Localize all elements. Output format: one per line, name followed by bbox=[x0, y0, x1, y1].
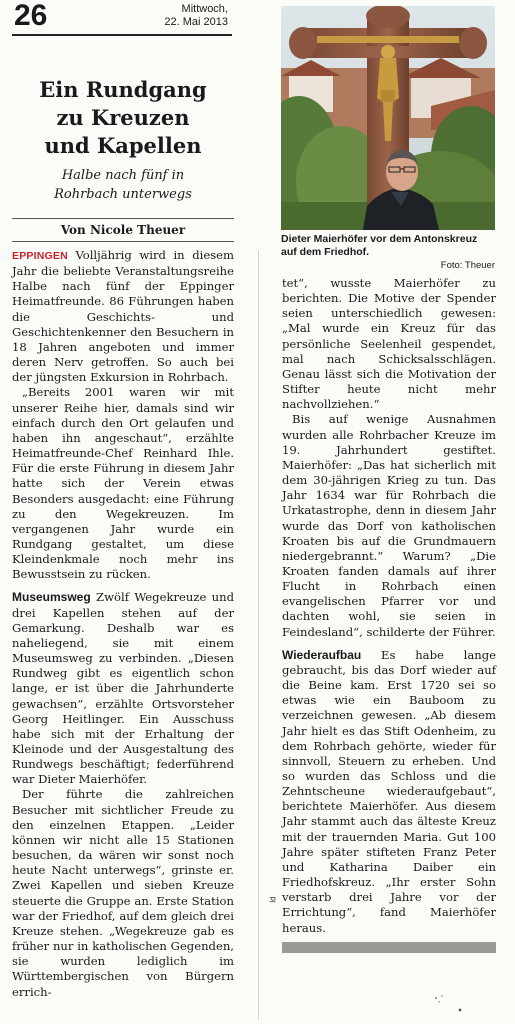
paragraph-2: „Bereits 2001 waren wir mit unserer Reihe hier, damals sind wir einfach durch den Ort gelaufen und haben ihn angeschaut“, erzählte Heimatfreunde-Chef Reinhard Ihle. Für die erste Führung in diesem Jahr hatte sich der Verein etwas Besonders ausgedacht: eine Führung zu den Wegekreuzen. Im vergangenen Jahr wurde ein Rundgang gestaltet, um diese Kleindenkmale noch mehr ins Bewusstsein zu rücken. bbox=[12, 385, 234, 582]
paragraph-1 bbox=[12, 248, 234, 385]
paragraph-7 bbox=[282, 648, 496, 936]
paragraph-7-text: Es habe lange gebraucht, bis das Dorf wieder auf die Beine kam. Erst 1720 sei so etwas wie ein Bauboom zu verzeichnen gewesen. „Ab diesem Jahr hielt es das Stift Odenheim, zu dem Rohrbach gehörte, wieder für sinnvoll, Steuern zu erheben. Und so wurden das Schloss und die Zehntscheune wiederaufgebaut“, berichtete Maierhöfer. Aus diesem Jahr stammt auch das älteste Kreuz mit der trauernden Maria. Gut 100 Jahre später stifteten Franz Peter und Katharina Daiber ein Friedhofskreuz. „Ihr erster Sohn verstarb drei Jahre vor der Errichtung“, fand Maierhöfer heraus. bbox=[282, 647, 496, 935]
photo-cross-man bbox=[281, 6, 495, 230]
issue-date-weekday: Mittwoch, bbox=[181, 3, 228, 15]
crosshead-museumsweg: Museumsweg bbox=[12, 590, 91, 605]
subhead-line-2: Rohrbach unterwegs bbox=[54, 187, 192, 202]
article-column-1 bbox=[12, 248, 234, 1000]
paragraph-3-text: Zwölf Wegekreuze und drei Kapellen stehen auf der Gemarkung. Deshalb war es naheliegend, sie mit einem Museumsweg zu verbinden. „Diesen Rundweg gibt es eigentlich schon lange, er ist über die Jahrhunderte gewachsen“, erzählte Ortsvorsteher Georg Heitlinger. Ein Ausschuss habe sich mit der Erhaltung der Kleinode und der Ausgestaltung des Rundwegs beschäftigt; federführend war Dieter Maierhöfer. bbox=[12, 590, 234, 787]
crosshead-wiederaufbau: Wiederaufbau bbox=[282, 647, 362, 662]
byline: Von Nicole Theuer bbox=[60, 223, 186, 237]
paragraph-4: Der führte die zahlreichen Besucher mit sichtlicher Freude zu den einzelnen Etappen. „Leider können wir nicht alle 15 Stationen besuchen, da wären wir sonst noch heute Nacht unterwegs“, grinste er. Zwei Kapellen und sieben Kreuze steuerte die Gruppe an. Erste Station war der Friedhof, auf dem gleich drei Kreuze stehen. „Wegekreuze gab es früher nur in katholischen Gegenden, sie wurden lediglich im Württembergischen von Bürgern errich- bbox=[12, 787, 234, 999]
margin-mark: ld bbox=[268, 896, 278, 903]
paragraph-6: Bis auf wenige Ausnahmen wurden alle Rohrbacher Kreuze im 19. Jahrhundert gestiftet. Maierhöfer: „Das hat sicherlich mit dem 30-jährigen Krieg zu tun. Das Jahr 1634 war für Rohrbach die Urkatastrophe, denn in diesem Jahr wurde das Dorf von katholischen Kroaten bis auf die Grundmauern niedergebrannt.“ Warum? „Die Kroaten fanden damals auf ihrer Flucht in Rohrbach einen evangelischen Pfarrer vor und dachten wohl, sie seien in Feindesland“, schilderte der Führer. bbox=[282, 412, 496, 639]
header-rule bbox=[12, 34, 232, 36]
byline-rule-bottom bbox=[12, 241, 234, 242]
column-footer-bar bbox=[282, 942, 496, 953]
article-subhead bbox=[12, 166, 234, 204]
paragraph-5: tet“, wusste Maierhöfer zu berichten. Die Motive der Spender seien unterschiedlich gewesen: „Mal wurde ein Kreuz für das persönliche Seelenheil gespendet, mal nach Schicksalsschlägen. Genau lässt sich die Motivation der Stifter heute nicht mehr nachvollziehen.“ bbox=[282, 276, 496, 412]
issue-date-day: 22. Mai 2013 bbox=[164, 16, 228, 28]
issue-date bbox=[150, 3, 228, 29]
paragraph-3 bbox=[12, 590, 234, 787]
scan-speck-marks bbox=[430, 992, 470, 1018]
paragraph-1-text: Volljährig wird in diesem Jahr die beliebte Veranstaltungsreihe Halbe nach fünf der Eppinger Heimatfreunde. 86 Führungen haben die Geschichts- und Geschichtenkenner den Besuchern in 18 Jahren angeboten und immer deren Nerv getroffen. So auch bei der jüngsten Exkursion in Rohrbach. bbox=[12, 248, 234, 385]
photo-caption-text: Dieter Maierhöfer vor dem Antonskreuz auf dem Friedhof. bbox=[281, 233, 478, 258]
headline-line-3: und Kapellen bbox=[44, 133, 202, 158]
article-headline bbox=[12, 76, 234, 160]
page-number: 26 bbox=[14, 0, 48, 32]
photo-credit: Foto: Theuer bbox=[440, 260, 495, 271]
paragraph-gap bbox=[282, 640, 496, 648]
byline-rule-top bbox=[12, 218, 234, 219]
paragraph-gap bbox=[12, 582, 234, 590]
photo-caption bbox=[281, 233, 495, 272]
subhead-line-1: Halbe nach fünf in bbox=[61, 168, 185, 183]
column-divider bbox=[258, 250, 259, 1020]
article-column-2 bbox=[282, 276, 496, 936]
headline-line-1: Ein Rundgang bbox=[39, 77, 207, 102]
headline-line-2: zu Kreuzen bbox=[56, 105, 190, 130]
article-photo bbox=[281, 6, 495, 230]
dateline: EPPINGEN bbox=[12, 250, 68, 262]
